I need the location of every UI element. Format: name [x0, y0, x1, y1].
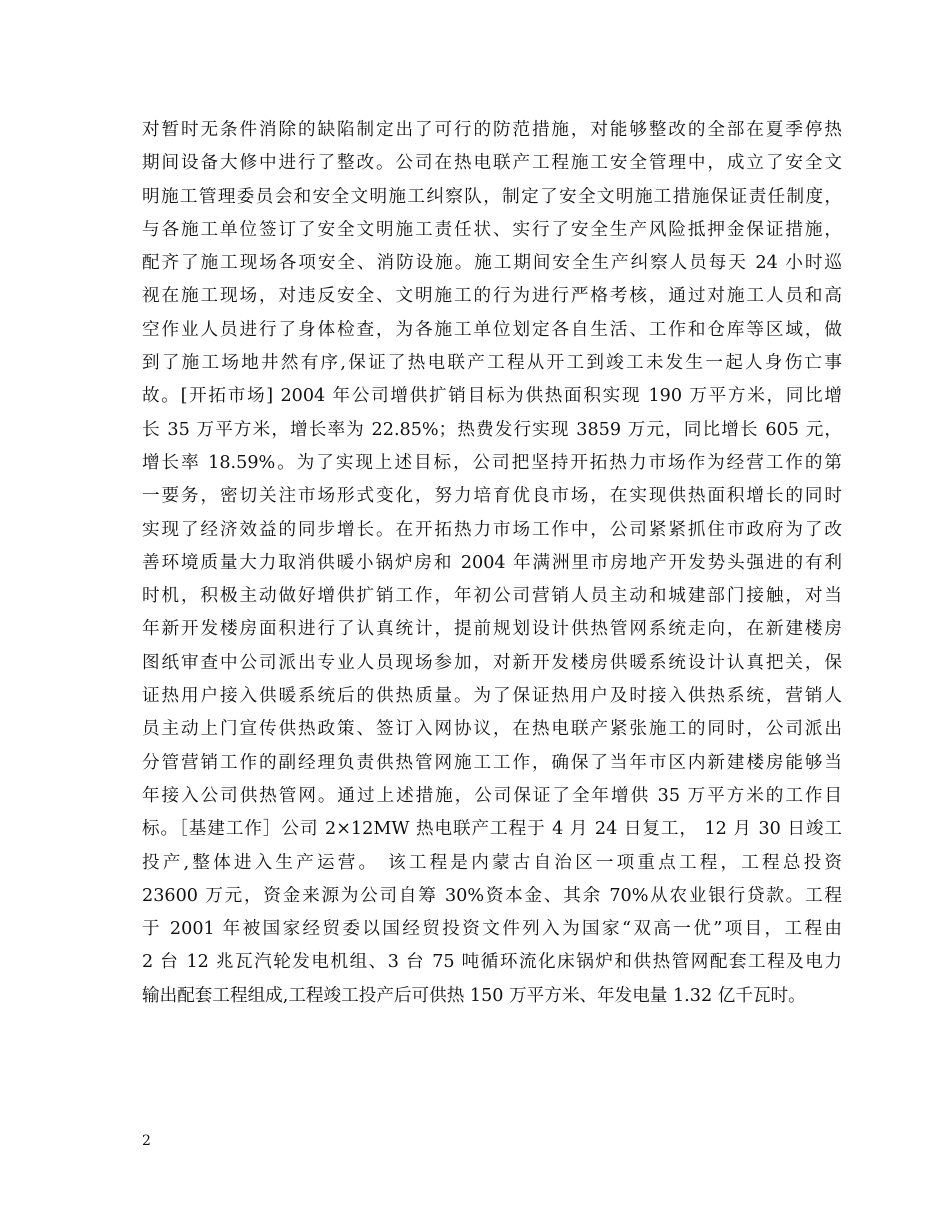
text-line: 投产,整体进入生产运营。 该工程是内蒙古自治区一项重点工程，工程总投资 [142, 852, 842, 873]
text-line: 配齐了施工现场各项安全、消防设施。施工期间安全生产纠察人员每天 24 小时巡 [142, 253, 842, 274]
text-line: 2 台 12 兆瓦汽轮发电机组、3 台 75 吨循环流化床锅炉和供热管网配套工程及电力 [142, 952, 842, 973]
text-line: 视在施工现场，对违反安全、文明施工的行为进行严格考核，通过对施工人员和高 [142, 286, 842, 307]
text-line: 标。［基建工作］公司 2×12MW 热电联产工程于 4 月 24 日复工， 12 月 30 日竣工 [142, 819, 842, 840]
text-line: 善环境质量大力取消供暖小锅炉房和 2004 年满洲里市房地产开发势头强进的有利 [142, 552, 842, 573]
text-line: 员主动上门宣传供热政策、签订入网协议，在热电联产紧张施工的同时，公司派出 [142, 719, 842, 740]
text-line: 证热用户接入供暖系统后的供热质量。为了保证热用户及时接入供热系统，营销人 [142, 686, 842, 707]
text-line: 长 35 万平方米，增长率为 22.85%；热费发行实现 3859 万元，同比增长 605 元， [142, 419, 842, 440]
text-line: 故。[开拓市场] 2004 年公司增供扩销目标为供热面积实现 190 万平方米，同比增 [142, 386, 842, 407]
text-line: 图纸审查中公司派出专业人员现场参加，对新开发楼房供暖系统设计认真把关，保 [142, 652, 842, 673]
text-line: 年新开发楼房面积进行了认真统计，提前规划设计供热管网系统走向，在新建楼房 [142, 619, 842, 640]
text-line: 期间设备大修中进行了整改。公司在热电联产工程施工安全管理中，成立了安全文 [142, 153, 842, 174]
text-line: 到了施工场地井然有序,保证了热电联产工程从开工到竣工未发生一起人身伤亡事 [142, 353, 842, 374]
text-line: 实现了经济效益的同步增长。在开拓热力市场工作中，公司紧紧抓住市政府为了改 [142, 519, 842, 540]
text-line: 23600 万元，资金来源为公司自筹 30%资本金、其余 70%从农业银行贷款。工程 [142, 885, 842, 906]
text-line: 于 2001 年被国家经贸委以国经贸投资文件列入为国家“双高一优”项目，工程由 [142, 919, 842, 940]
text-line: 一要务，密切关注市场形式变化，努力培育优良市场，在实现供热面积增长的同时 [142, 486, 842, 507]
text-line: 空作业人员进行了身体检查，为各施工单位划定各自生活、工作和仓库等区域，做 [142, 319, 842, 340]
page-number: 2 [142, 1133, 151, 1149]
text-line: 分管营销工作的副经理负责供热管网施工工作，确保了当年市区内新建楼房能够当 [142, 752, 842, 773]
text-line: 明施工管理委员会和安全文明施工纠察队，制定了安全文明施工措施保证责任制度， [142, 186, 842, 207]
text-line: 输出配套工程组成,工程竣工投产后可供热 150 万平方米、年发电量 1.32 亿千瓦时。 [142, 985, 806, 1006]
text-line: 增长率 18.59%。为了实现上述目标，公司把坚持开拓热力市场作为经营工作的第 [142, 452, 842, 473]
text-line: 年接入公司供热管网。通过上述措施，公司保证了全年增供 35 万平方米的工作目 [142, 785, 842, 806]
text-line: 与各施工单位签订了安全文明施工责任状、实行了安全生产风险抵押金保证措施， [142, 219, 842, 240]
text-line: 对暂时无条件消除的缺陷制定出了可行的防范措施，对能够整改的全部在夏季停热 [142, 120, 842, 140]
text-line: 时机，积极主动做好增供扩销工作，年初公司营销人员主动和城建部门接触，对当 [142, 586, 842, 607]
body-text [142, 114, 842, 1013]
